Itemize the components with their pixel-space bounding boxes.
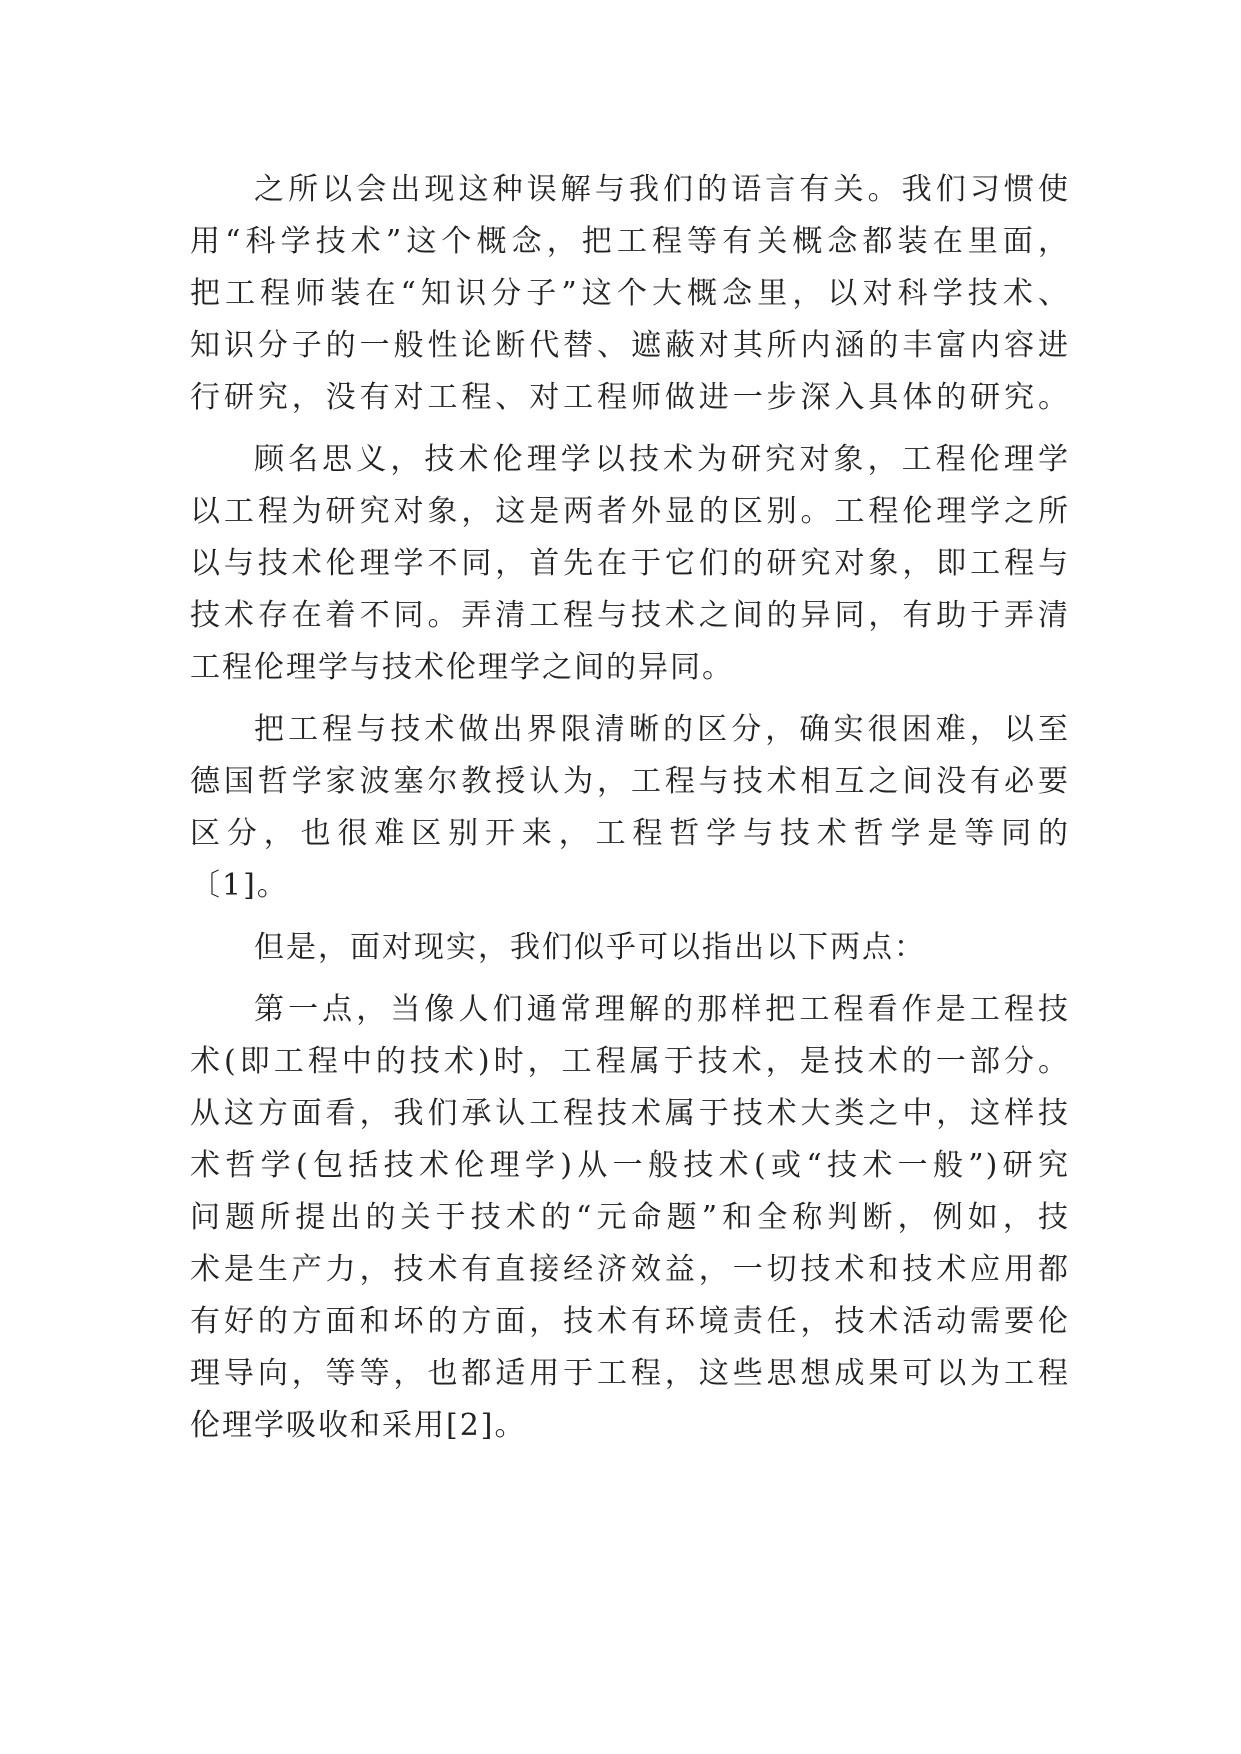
text-line: 行研究，没有对工程、对工程师做进一步深入具体的研究。	[190, 380, 1070, 415]
text-line: 技术存在着不同。弄清工程与技术之间的异同，有助于弄清	[190, 598, 1070, 633]
text-line: 区分，也很难区别开来，工程哲学与技术哲学是等同的	[190, 816, 1070, 851]
text-line: 但是，面对现实，我们似乎可以指出以下两点：	[254, 930, 926, 965]
text-line: 以与技术伦理学不同，首先在于它们的研究对象，即工程与	[190, 546, 1070, 581]
text-line: 问题所提出的关于技术的“元命题”和全称判断，例如，技	[190, 1200, 1070, 1235]
text-line: 之所以会出现这种误解与我们的语言有关。我们习惯使	[254, 172, 1070, 207]
text-line: 以工程为研究对象，这是两者外显的区别。工程伦理学之所	[190, 494, 1070, 529]
text-line: 工程伦理学与技术伦理学之间的异同。	[190, 650, 734, 685]
paragraph-2	[190, 434, 1070, 694]
text-line: 有好的方面和坏的方面，技术有环境责任，技术活动需要伦	[190, 1304, 1070, 1339]
text-line: 把工程师装在“知识分子”这个大概念里，以对科学技术、	[190, 276, 1070, 311]
text-line: 顾名思义，技术伦理学以技术为研究对象，工程伦理学	[254, 442, 1070, 477]
paragraph-4	[190, 922, 1070, 974]
text-line: 术哲学(包括技术伦理学)从一般技术(或“技术一般”)研究	[190, 1148, 1070, 1183]
text-line: 知识分子的一般性论断代替、遮蔽对其所内涵的丰富内容进	[190, 328, 1070, 363]
text-line: 术是生产力，技术有直接经济效益，一切技术和技术应用都	[190, 1252, 1070, 1287]
body-text	[190, 164, 1070, 1452]
text-line: 用“科学技术”这个概念，把工程等有关概念都装在里面，	[190, 224, 1070, 259]
paragraph-3	[190, 704, 1070, 912]
text-line: 德国哲学家波塞尔教授认为，工程与技术相互之间没有必要	[190, 764, 1070, 799]
text-line: 伦理学吸收和采用[2]。	[190, 1408, 527, 1443]
paragraph-5	[190, 984, 1070, 1452]
text-line: 〔1]。	[190, 868, 289, 903]
text-line: 从这方面看，我们承认工程技术属于技术大类之中，这样技	[190, 1096, 1070, 1131]
text-line: 第一点，当像人们通常理解的那样把工程看作是工程技	[254, 992, 1070, 1027]
text-line: 术(即工程中的技术)时，工程属于技术，是技术的一部分。	[190, 1044, 1070, 1079]
text-line: 理导向，等等，也都适用于工程，这些思想成果可以为工程	[190, 1356, 1070, 1391]
paragraph-1	[190, 164, 1070, 424]
text-line: 把工程与技术做出界限清晰的区分，确实很困难，以至	[254, 712, 1070, 747]
